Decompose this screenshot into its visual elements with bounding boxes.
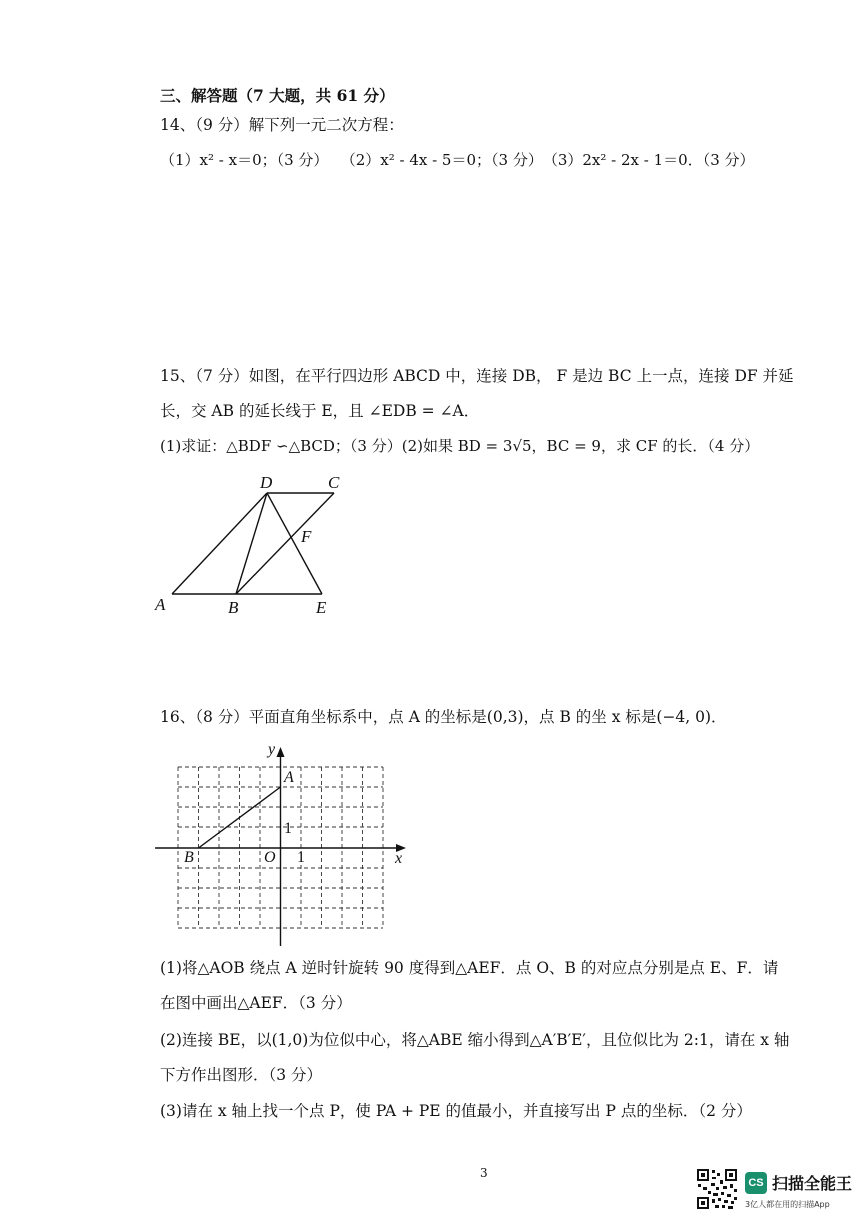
label-F: F (301, 527, 312, 546)
parallelogram-figure (150, 468, 350, 618)
q15-line1: 15、（7 分）如图，在平行四边形 ABCD 中，连接 DB， F 是边 BC 上一点，连接 DF 并延 (160, 367, 794, 385)
unit-y-label: 1 (284, 820, 292, 837)
label-D: D (260, 473, 273, 492)
q15-line3: (1)求证：△BDF ∽△BCD；（3 分）(2)如果 BD = 3√5，BC = 9，求 CF 的长．（4 分） (160, 437, 760, 455)
q16-part2-line1: (2)连接 BE，以(1,0)为位似中心，将△ABE 缩小得到△A′B′E′，且位似比为 2:1，请在 x 轴 (160, 1031, 790, 1049)
unit-x-label: 1 (297, 849, 305, 866)
q16-part1-line1: (1)将△AOB 绕点 A 逆时针旋转 90 度得到△AEF．点 O、B 的对应点分别是点 E、F．请 (160, 959, 779, 977)
label-E: E (316, 598, 327, 617)
segment-BC (236, 493, 334, 594)
q14-stem: 14、（9 分）解下列一元二次方程： (160, 116, 404, 134)
label-B: B (228, 598, 239, 617)
q14-parts: （1）x² - x＝0；（3 分） （2）x² - 4x - 5＝0；（3 分） （3）2x² - 2x - 1＝0．（3 分） (160, 151, 755, 169)
origin-label: O (264, 849, 276, 866)
label-C: C (328, 473, 340, 492)
segment-DE (267, 493, 322, 594)
q16-part2-line2: 下方作出图形．（3 分） (160, 1066, 323, 1084)
q16-part1-line2: 在图中画出△AEF．（3 分） (160, 994, 352, 1012)
camscanner-logo-icon: CS (745, 1172, 767, 1194)
point-B-label: B (184, 849, 194, 866)
page-number: 3 (480, 1166, 488, 1180)
q16-part3: (3)请在 x 轴上找一个点 P，使 PA + PE 的值最小，并直接写出 P 点的坐标．（2 分） (160, 1102, 752, 1120)
section-title: 三、解答题（7 大题，共 61 分） (160, 86, 395, 105)
label-A: A (155, 595, 166, 614)
coordinate-grid-figure (150, 738, 420, 950)
y-axis-label: y (268, 741, 276, 758)
q15-line2: 长，交 AB 的延长线于 E，且 ∠EDB = ∠A． (160, 402, 480, 420)
x-axis-label: x (395, 850, 403, 867)
segment-AD (172, 493, 267, 594)
point-A-label: A (284, 769, 294, 786)
y-axis-arrow (277, 747, 285, 757)
brand-tagline: 3亿人都在用的扫描App (745, 1200, 830, 1209)
qr-code-icon (696, 1168, 738, 1210)
brand-name: 扫描全能王 (772, 1174, 853, 1193)
q16-stem: 16、（8 分）平面直角坐标系中，点 A 的坐标是(0,3)，点 B 的坐 x 标是(−4, 0)． (160, 708, 727, 726)
